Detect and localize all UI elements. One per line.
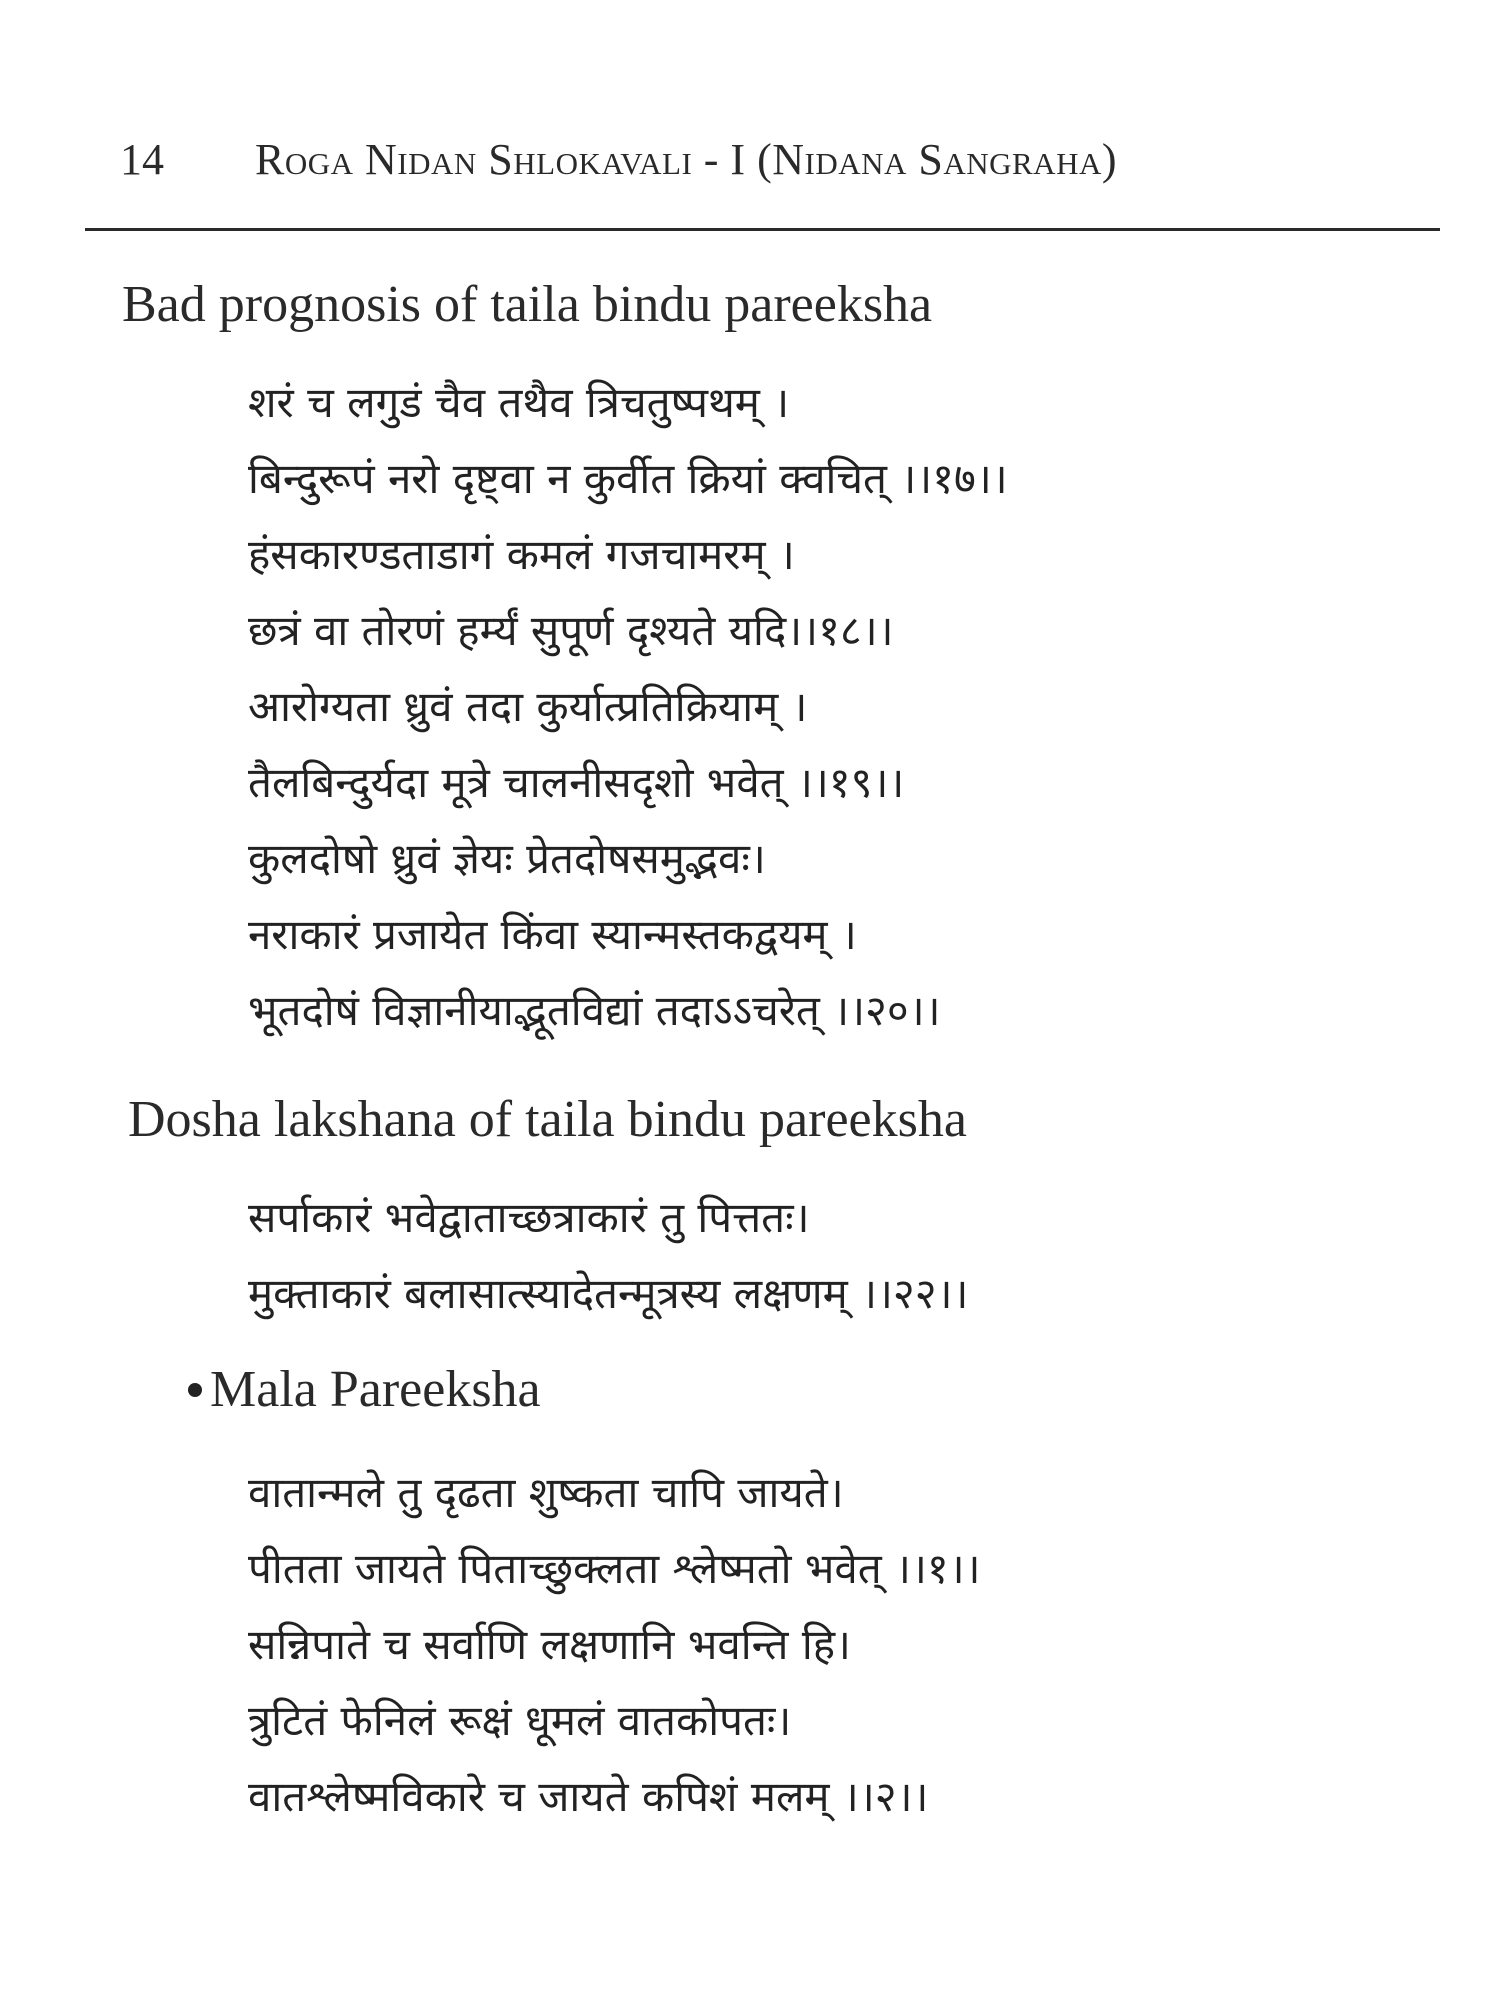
verse-line: कुलदोषो ध्रुवं ज्ञेयः प्रेतदोषसमुद्भवः। (248, 834, 766, 883)
verse-line: भूतदोषं विज्ञानीयाद्भूतविद्यां तदाऽऽचरेत् ।।२०।। (248, 986, 941, 1035)
verse-block-dosha-lakshana (248, 1180, 968, 1332)
bullet-icon (188, 1383, 202, 1397)
verse-line: सर्पाकारं भवेद्वाताच्छत्राकारं तु पित्ततः। (248, 1193, 810, 1242)
verse-block-bad-prognosis (248, 365, 1008, 1049)
verse-line: शरं च लगुडं चैव तथैव त्रिचतुष्पथम् । (248, 378, 790, 427)
verse-line: छत्रं वा तोरणं हर्म्यं सुपूर्ण दृश्यते यदि।।१८।। (248, 606, 894, 655)
verse-line: त्रुटितं फेनिलं रूक्षं धूमलं वातकोपतः। (248, 1696, 792, 1745)
page-number: 14 (120, 135, 164, 184)
verse-line: वातश्लेष्मविकारे च जायते कपिशं मलम् ।।२।। (248, 1772, 929, 1821)
verse-line: सन्निपाते च सर्वाणि लक्षणानि भवन्ति हि। (248, 1620, 851, 1669)
header-rule (85, 228, 1440, 231)
verse-line: मुक्ताकारं बलासात्स्यादेतन्मूत्रस्य लक्षणम् ।।२२।। (248, 1269, 969, 1318)
verse-line: बिन्दुरूपं नरो दृष्ट्वा न कुर्वीत क्रियां क्वचित् ।।१७।। (248, 454, 1008, 503)
verse-line: तैलबिन्दुर्यदा मूत्रे चालनीसदृशो भवेत् ।।१९।। (248, 758, 905, 807)
running-title: Roga Nidan Shlokavali - I (Nidana Sangraha) (255, 135, 1117, 184)
section-heading-dosha-lakshana: Dosha lakshana of taila bindu pareeksha (128, 1091, 967, 1148)
section-heading-text: Mala Pareeksha (210, 1361, 541, 1418)
verse-line: पीतता जायते पिताच्छुक्लता श्लेष्मतो भवेत् ।।१।। (248, 1544, 981, 1593)
section-heading-bad-prognosis: Bad prognosis of taila bindu pareeksha (122, 276, 933, 333)
section-heading-mala-pareeksha (188, 1355, 541, 1425)
verse-line: हंसकारण्डताडागं कमलं गजचामरम् । (248, 530, 795, 579)
verse-line: नराकारं प्रजायेत किंवा स्यान्मस्तकद्वयम् । (248, 910, 857, 959)
verse-block-mala-pareeksha (248, 1455, 981, 1835)
verse-line: वातान्मले तु दृढता शुष्कता चापि जायते। (248, 1468, 844, 1517)
verse-line: आरोग्यता ध्रुवं तदा कुर्यात्प्रतिक्रियाम् । (248, 682, 808, 731)
running-header (120, 130, 1440, 190)
